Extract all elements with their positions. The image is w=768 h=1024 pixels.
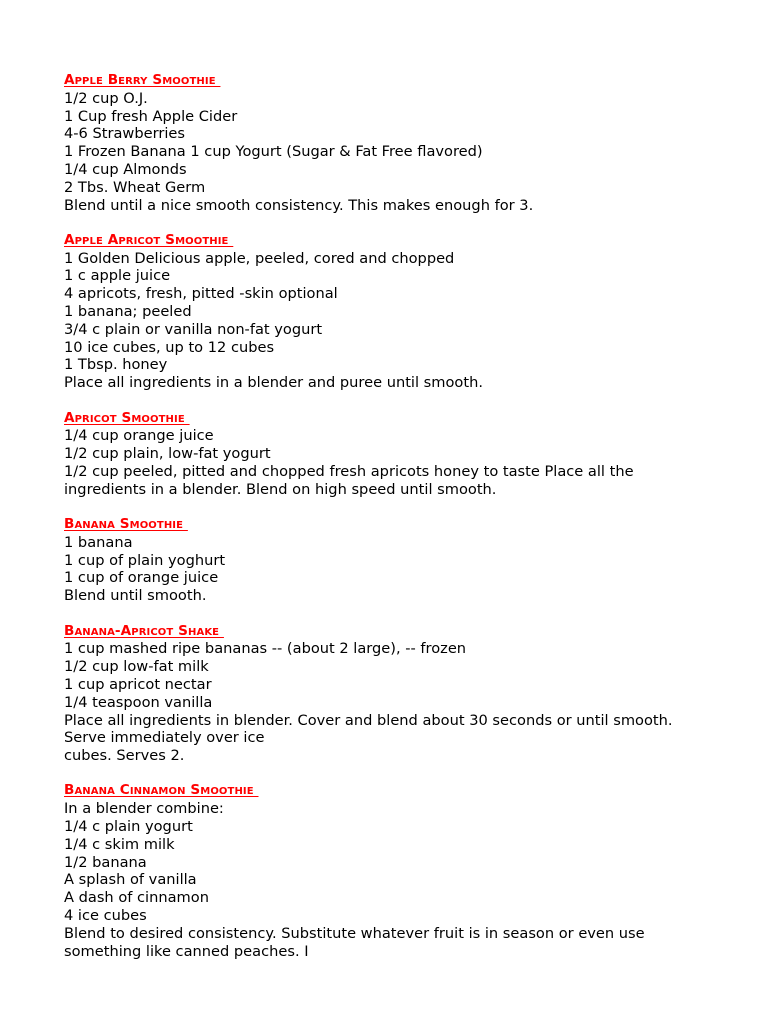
- recipe-title: Apple Apricot Smoothie: [64, 231, 234, 248]
- recipe-line: 1 cup mashed ripe bananas -- (about 2 large), -- frozen: [64, 640, 467, 658]
- recipe-title: Banana Cinnamon Smoothie: [64, 782, 259, 799]
- recipe-line: 1 Golden Delicious apple, peeled, cored and chopped: [64, 249, 455, 267]
- recipe-line: 4 apricots, fresh, pitted -skin optional: [64, 285, 338, 303]
- recipe-title: Apricot Smoothie: [64, 409, 190, 426]
- recipe-line: A splash of vanilla: [64, 871, 197, 889]
- recipe-line: 4 ice cubes: [64, 906, 147, 924]
- recipe-line: 1 Frozen Banana 1 cup Yogurt (Sugar & Fat Free flavored): [64, 143, 483, 161]
- recipe-line: 4-6 Strawberries: [64, 125, 185, 143]
- recipe-line: 1 banana: [64, 533, 133, 551]
- recipe-banana-apricot-shake: [64, 623, 704, 765]
- recipe-line: 1/2 cup plain, low-fat yogurt: [64, 445, 271, 463]
- recipe-line: 1 Tbsp. honey: [64, 356, 168, 374]
- recipe-line: In a blender combine:: [64, 800, 224, 818]
- recipe-instructions: Place all ingredients in a blender and puree until smooth.: [64, 374, 483, 392]
- recipe-line: 1 Cup fresh Apple Cider: [64, 107, 238, 125]
- recipe-instructions: Blend to desired consistency. Substitute whatever fruit is in season or even use something like canned peaches. I: [64, 924, 645, 960]
- recipe-line: 1/4 teaspoon vanilla: [64, 693, 213, 711]
- recipe-instructions: Place all ingredients in blender. Cover and blend about 30 seconds or until smooth. Serve immediately over ice: [64, 711, 673, 747]
- recipe-line: 1 c apple juice: [64, 267, 171, 285]
- recipe-line: 10 ice cubes, up to 12 cubes: [64, 338, 275, 356]
- recipe-line: 1 cup of plain yoghurt: [64, 551, 226, 569]
- recipe-title: Apple Berry Smoothie: [64, 72, 221, 88]
- recipe-apple-berry-smoothie: [64, 72, 704, 214]
- recipe-line: 1/4 c plain yogurt: [64, 817, 193, 835]
- recipe-line: 1 banana; peeled: [64, 303, 192, 321]
- recipe-document: [64, 72, 704, 960]
- recipe-line: 1/4 cup orange juice: [64, 427, 214, 445]
- recipe-instructions: Blend until a nice smooth consistency. This makes enough for 3.: [64, 196, 534, 214]
- recipe-banana-smoothie: [64, 516, 704, 605]
- recipe-line: 1/4 c skim milk: [64, 835, 175, 853]
- recipe-line: 1/2 cup O.J.: [64, 89, 148, 107]
- recipe-line: 3/4 c plain or vanilla non-fat yogurt: [64, 320, 323, 338]
- recipe-apple-apricot-smoothie: [64, 232, 704, 392]
- recipe-line: 2 Tbs. Wheat Germ: [64, 178, 206, 196]
- recipe-line: 1/4 cup Almonds: [64, 160, 187, 178]
- recipe-line: 1/2 cup low-fat milk: [64, 658, 209, 676]
- recipe-banana-cinnamon-smoothie: [64, 782, 704, 960]
- recipe-line: 1 cup of orange juice: [64, 569, 219, 587]
- recipe-apricot-smoothie: [64, 410, 704, 499]
- recipe-instructions: Blend until smooth.: [64, 587, 207, 605]
- recipe-line: 1 cup apricot nectar: [64, 675, 212, 693]
- recipe-title: Banana Smoothie: [64, 516, 188, 533]
- recipe-line: 1/2 banana: [64, 853, 147, 871]
- recipe-instructions: cubes. Serves 2.: [64, 747, 185, 765]
- recipe-line: A dash of cinnamon: [64, 889, 209, 907]
- recipe-instructions: 1/2 cup peeled, pitted and chopped fresh apricots honey to taste Place all the ingredients in a blender. Blend on high speed until smooth.: [64, 462, 634, 498]
- recipe-title: Banana-Apricot Shake: [64, 622, 224, 639]
